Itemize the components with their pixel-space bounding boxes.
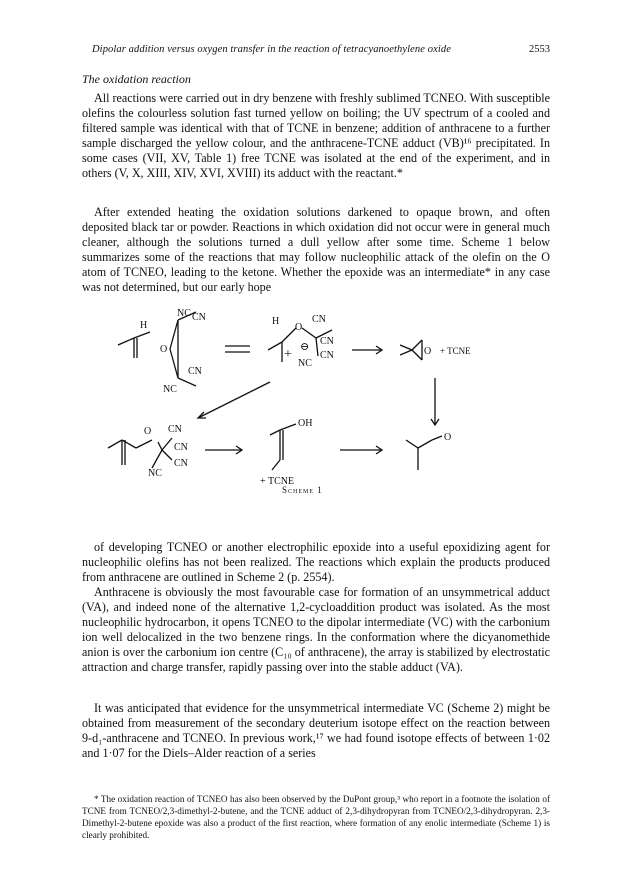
enol-bond xyxy=(108,440,122,448)
cn-label: CN xyxy=(174,458,188,469)
oh-label: OH xyxy=(298,418,313,429)
enol-bond xyxy=(158,442,162,450)
enol-bond xyxy=(162,450,172,460)
ketone-bond xyxy=(418,440,432,448)
dipolar-bond xyxy=(268,342,282,350)
nc-label: NC xyxy=(163,384,177,395)
dipolar-bond xyxy=(282,328,296,342)
dipolar-bond xyxy=(316,338,318,356)
footnote: * The oxidation reaction of TCNEO has also been observed by the DuPont group,³ who report in a footnote the isolation of TCNE from TCNEO/2,3-dimethyl-2-butene, and the TCNE adduct of 2,3-dihydropyran from TCNEO/2,3-dihydropyran. 2,3-Dimethyl-2-butene epoxide was also a product of the first reaction, where formation of any enolic intermediate (Scheme 1) is clearly prohibited. xyxy=(82,794,550,840)
minus-sign: ⊖ xyxy=(300,341,310,353)
olefin-bond xyxy=(118,338,134,345)
paragraph-3: of developing TCNEO or another electrophilic epoxide into a useful epoxidizing agent for nucleophilic olefins has not been realized. The reactions which explain the products produced from anthracene are outlined in Scheme 2 (p. 2554). xyxy=(82,540,550,585)
plus-sign: + xyxy=(284,347,292,362)
o-label: O xyxy=(424,346,432,357)
enol-bond xyxy=(272,460,280,470)
enol-bond xyxy=(152,450,162,468)
cn-label: CN xyxy=(192,312,206,323)
o-label: O xyxy=(144,426,152,437)
cn-label: CN xyxy=(312,314,326,325)
section-heading: The oxidation reaction xyxy=(82,72,191,86)
scheme-label: Scheme 1 xyxy=(282,485,323,495)
nc-label: NC xyxy=(148,468,162,479)
paragraph-2: After extended heating the oxidation solutions darkened to opaque brown, and often deposited black tar or powder. Reactions in which oxidation did not occur were in general much cleaner, although the solutions turned a dull yellow after some time. Scheme 1 below summarizes some of the reactions that may follow nucleophilic attack of the olefin on the O atom of TCNEO, leading to the ketone. Whether the epoxide was an intermediate* in any case was not determined, but our early hope xyxy=(82,205,550,295)
enol-bond xyxy=(162,438,172,450)
plus-tcne-label: + TCNE xyxy=(440,346,471,356)
h-label: H xyxy=(140,320,148,331)
o-label: O xyxy=(444,432,452,443)
paragraph-4: Anthracene is obviously the most favourable case for formation of an unsymmetrical adduct (VA), and indeed none of the alternative 1,2-cycloaddition product was isolated. As the most nucleophilic hydrocarbon, it opens TCNEO to the dipolar intermediate (VC) with the carbonium ion well delocalized in the two benzene rings. In the conformation where the dicyanomethide anion is over the carbonium ion centre (C₁₀ of anthracene), the array is stabilized by electrostatic attraction and charge transfer, rapidly passing over into the stable adduct (VA). xyxy=(82,585,550,675)
cn-label: CN xyxy=(320,350,334,361)
o-label: O xyxy=(160,344,168,355)
ketone-bond xyxy=(406,440,418,448)
olefin-bond xyxy=(134,332,150,338)
cn-label: CN xyxy=(320,336,334,347)
cn-label: CN xyxy=(188,366,202,377)
enol-bond xyxy=(136,440,152,448)
arrow xyxy=(198,382,270,418)
page-number: 2553 xyxy=(529,44,550,55)
epoxide-bond xyxy=(412,350,422,360)
epoxide-bond xyxy=(400,350,412,355)
epoxide-bond xyxy=(178,378,196,386)
o-label: O xyxy=(295,322,303,333)
paragraph-5: It was anticipated that evidence for the unsymmetrical intermediate VC (Scheme 2) might be obtained from measurement of the secondary deuterium isotope effect on the reaction between 9-d₁-anthracene and TCNEO. In previous work,¹⁷ we had found isotope effects of between 1·02 and 1·07 for the Diels–Alder reaction of a series xyxy=(82,701,550,761)
cn-label: CN xyxy=(168,424,182,435)
dipolar-bond xyxy=(302,328,316,338)
enol-bond xyxy=(122,440,136,448)
h-label: H xyxy=(272,316,280,327)
enol-bond xyxy=(270,430,280,435)
nc-label: NC xyxy=(298,358,312,369)
plus-tcne-label: + TCNE xyxy=(260,476,295,487)
epoxide-bond xyxy=(412,340,422,350)
scheme-1-diagram xyxy=(100,300,520,490)
nc-label: NC xyxy=(177,308,191,319)
paragraph-1: All reactions were carried out in dry benzene with freshly sublimed TCNEO. With susceptible olefins the colourless solution fast turned yellow on boiling; the UV spectrum of a cooled and filtered sample was identical with that of TCNE in benzene; addition of anthracene to a further sample discharged the yellow colour, and the anthracene-TCNE adduct (VB)¹⁶ precipitated. In some cases (VII, XV, Table 1) free TCNE was isolated at the end of the experiment, and in others (V, X, XIII, XIV, XVI, XVIII) its adduct with the reactant.* xyxy=(82,91,550,181)
enol-bond xyxy=(280,424,296,430)
epoxide-bond xyxy=(400,345,412,350)
epoxide-bond xyxy=(170,320,178,349)
cn-label: CN xyxy=(174,442,188,453)
epoxide-bond xyxy=(170,349,178,378)
ketone-double-bond xyxy=(432,436,442,440)
running-head: Dipolar addition versus oxygen transfer in the reaction of tetracyanoethylene oxide xyxy=(92,44,451,55)
